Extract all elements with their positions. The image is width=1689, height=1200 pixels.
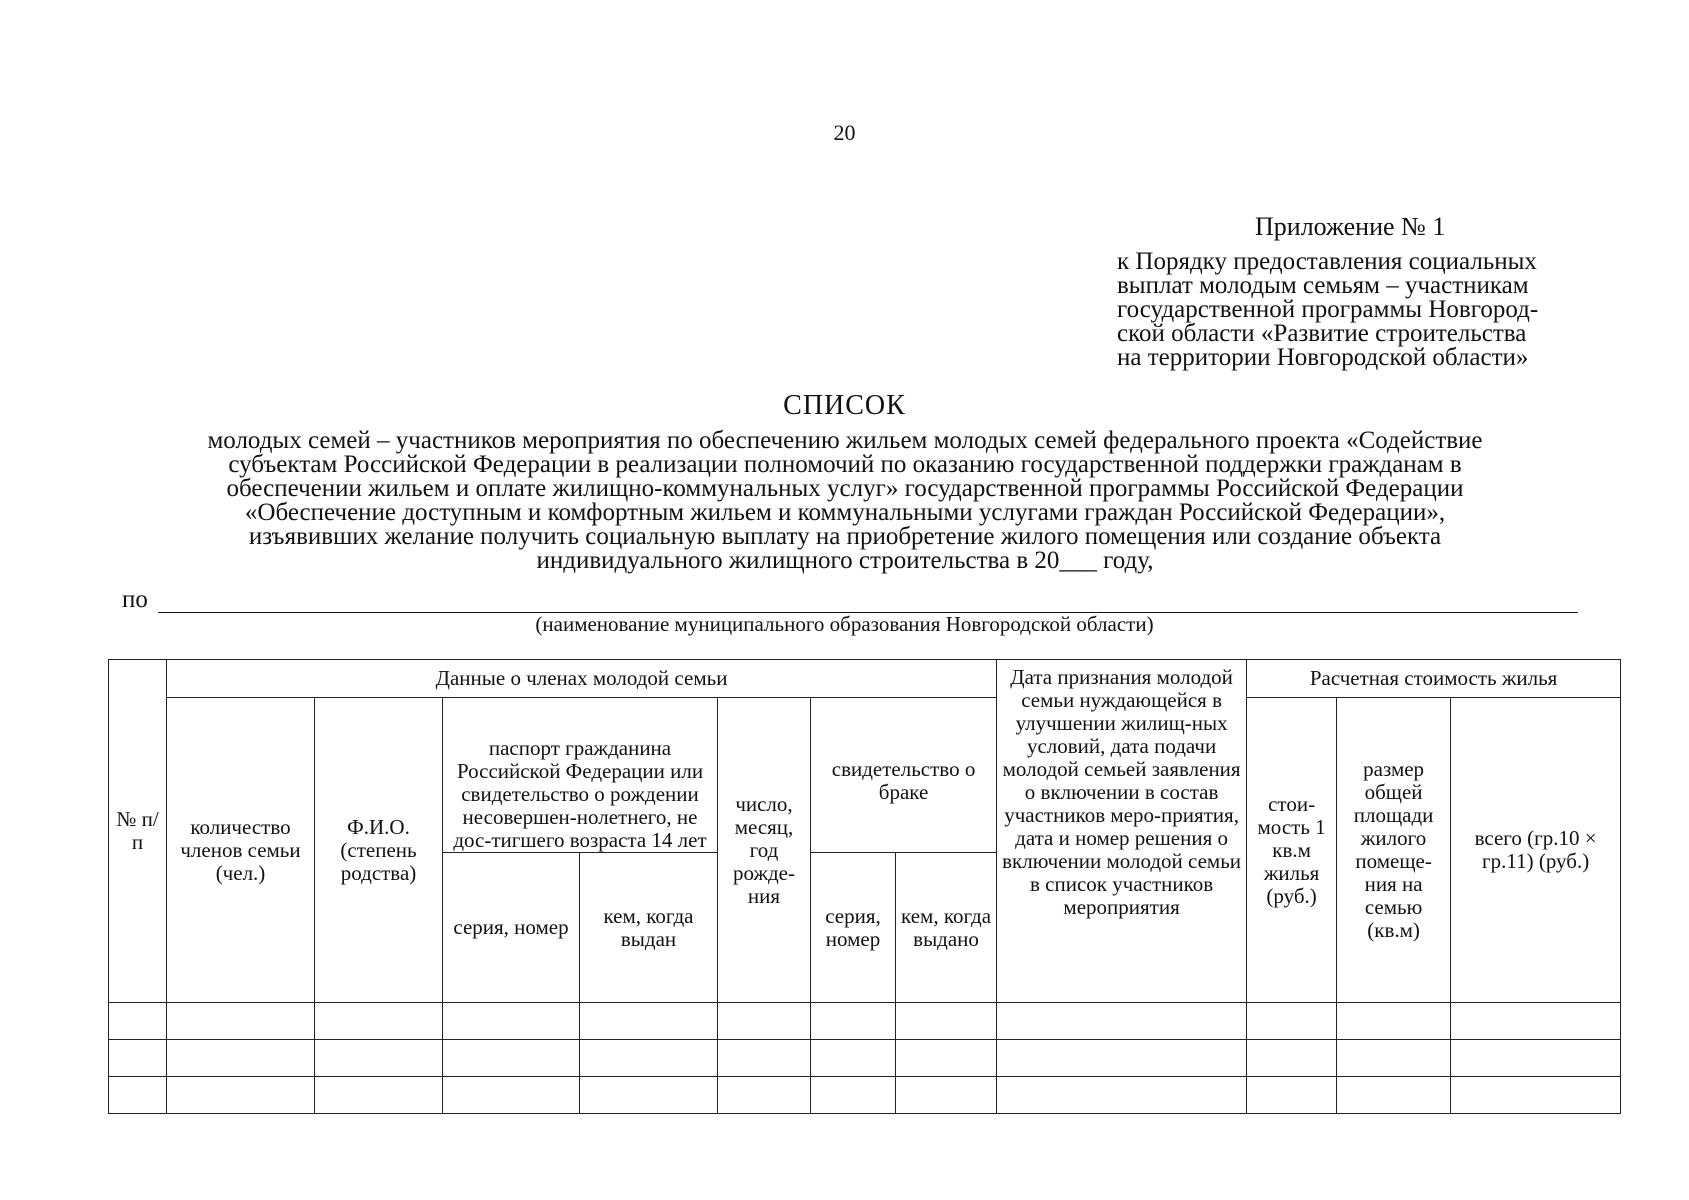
- table-cell[interactable]: [1247, 1040, 1337, 1077]
- table-cell[interactable]: [315, 1077, 443, 1114]
- table-cell[interactable]: [167, 1077, 315, 1114]
- table-cell[interactable]: [167, 1003, 315, 1040]
- table-cell[interactable]: [896, 1003, 997, 1040]
- header-marriage-issued: кем, когда выдано: [896, 853, 997, 1003]
- table-cell[interactable]: [109, 1040, 167, 1077]
- table-cell[interactable]: [811, 1003, 896, 1040]
- appendix-line: ской области «Развитие строительства: [1117, 320, 1527, 347]
- list-title: СПИСОК: [783, 390, 906, 421]
- table-row[interactable]: [109, 1077, 1621, 1114]
- municipality-prefix: по: [122, 586, 148, 613]
- header-passport: паспорт гражданина Российской Федерации или свидетельство о рождении несовершен-нолетнего, не дос-тигшего возраста 14 лет: [443, 698, 718, 853]
- table-cell[interactable]: [997, 1077, 1247, 1114]
- table-cell[interactable]: [718, 1077, 811, 1114]
- table-cell[interactable]: [1451, 1077, 1621, 1114]
- table-cell[interactable]: [997, 1003, 1247, 1040]
- subtitle-line: молодых семей – участников мероприятия по обеспечению жильем молодых семей федерального проекта «Содействие: [207, 427, 1483, 454]
- header-member-count: количество членов семьи (чел.): [167, 698, 315, 1003]
- table-cell[interactable]: [1451, 1003, 1621, 1040]
- table-cell[interactable]: [1337, 1077, 1451, 1114]
- table-cell[interactable]: [997, 1040, 1247, 1077]
- table-cell[interactable]: [443, 1003, 580, 1040]
- table-cell[interactable]: [109, 1077, 167, 1114]
- header-passport-issued: кем, когда выдан: [580, 853, 718, 1003]
- municipality-caption: (наименование муниципального образования Новгородской области): [535, 612, 1154, 636]
- subtitle-line: обеспечении жильем и оплате жилищно-коммунальных услуг» государственной программы Российской Федерации: [226, 475, 1464, 502]
- appendix-line: к Порядку предоставления социальных: [1117, 248, 1537, 275]
- table-cell[interactable]: [109, 1003, 167, 1040]
- appendix-title: Приложение № 1: [1255, 212, 1446, 241]
- subtitle-line: субъектам Российской Федерации в реализации полномочий по оказанию государственной поддержки гражданам в: [228, 451, 1462, 478]
- table-cell[interactable]: [1247, 1077, 1337, 1114]
- header-marriage-certificate: свидетельство о браке: [811, 698, 997, 853]
- table-cell[interactable]: [443, 1077, 580, 1114]
- table-cell[interactable]: [896, 1077, 997, 1114]
- table-cell[interactable]: [718, 1040, 811, 1077]
- table-cell[interactable]: [896, 1040, 997, 1077]
- header-cost-per-sqm: стои-мость 1 кв.м жилья (руб.): [1247, 698, 1337, 1003]
- table-cell[interactable]: [718, 1003, 811, 1040]
- subtitle-line: изъявивших желание получить социальную выплату на приобретение жилого помещения или создание объекта: [248, 523, 1442, 550]
- header-total-cost: всего (гр.10 × гр.11) (руб.): [1451, 698, 1621, 1003]
- table-cell[interactable]: [167, 1040, 315, 1077]
- table-row[interactable]: [109, 1003, 1621, 1040]
- subtitle-line: индивидуального жилищного строительства в 20___ году,: [536, 547, 1154, 574]
- table-cell[interactable]: [811, 1040, 896, 1077]
- page-number: 20: [833, 120, 856, 145]
- header-fio: Ф.И.О. (степень родства): [315, 698, 443, 1003]
- table-cell[interactable]: [315, 1003, 443, 1040]
- table-cell[interactable]: [1337, 1040, 1451, 1077]
- table-cell[interactable]: [315, 1040, 443, 1077]
- subtitle-line: «Обеспечение доступным и комфортным жильем и коммунальными услугами граждан Российской Федерации»,: [244, 499, 1446, 526]
- table-cell[interactable]: [1247, 1003, 1337, 1040]
- header-marriage-series: серия, номер: [811, 853, 896, 1003]
- header-passport-series: серия, номер: [443, 853, 580, 1003]
- table-cell[interactable]: [443, 1040, 580, 1077]
- list-subtitle: [100, 429, 1590, 573]
- table-cell[interactable]: [811, 1077, 896, 1114]
- header-living-area: размер общей площади жилого помеще-ния на семью (кв.м): [1337, 698, 1451, 1003]
- appendix-line: на территории Новгородской области»: [1117, 344, 1529, 371]
- header-family-group: Данные о членах молодой семьи: [167, 660, 997, 698]
- appendix-line: государственной программы Новгород-: [1117, 296, 1539, 323]
- table-row[interactable]: [109, 1040, 1621, 1077]
- table-cell[interactable]: [580, 1003, 718, 1040]
- table-cell[interactable]: [580, 1077, 718, 1114]
- header-birthdate: число, месяц, год рожде-ния: [718, 698, 811, 1003]
- table-cell[interactable]: [1337, 1003, 1451, 1040]
- appendix-text: [1117, 250, 1617, 370]
- families-table: [108, 659, 1621, 1114]
- header-number: № п/п: [109, 660, 167, 1003]
- header-cost-group: Расчетная стоимость жилья: [1247, 660, 1621, 698]
- appendix-line: выплат молодым семьям – участникам: [1117, 272, 1529, 299]
- table-cell[interactable]: [580, 1040, 718, 1077]
- table-cell[interactable]: [1451, 1040, 1621, 1077]
- header-registration-date: Дата признания молодой семьи нуждающейся в улучшении жилищ-ных условий, дата подачи молодой семьей заявления о включении в состав участников меро-приятия, дата и номер решения о включении молодой семьи в список участников мероприятия: [997, 660, 1247, 1003]
